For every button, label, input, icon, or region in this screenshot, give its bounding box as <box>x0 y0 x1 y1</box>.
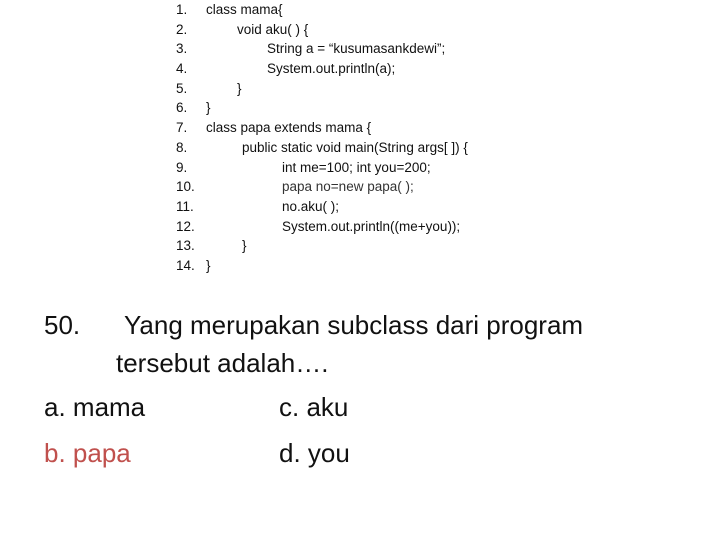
question-number: 50. <box>44 310 81 340</box>
line-number: 14. <box>176 257 195 273</box>
line-number: 13. <box>176 238 195 254</box>
code-text: System.out.println(a); <box>267 61 396 77</box>
option-a: a. mama <box>44 392 146 422</box>
option-d: d. you <box>279 438 350 468</box>
line-number: 6. <box>176 100 188 116</box>
question-text-line2: tersebut adalah…. <box>116 348 329 378</box>
line-number: 11. <box>176 198 194 214</box>
question-text-line1: Yang merupakan subclass dari program <box>124 310 584 340</box>
line-number: 5. <box>176 80 188 96</box>
line-number: 4. <box>176 61 188 77</box>
line-number: 12. <box>176 218 195 234</box>
line-number: 10. <box>176 179 195 195</box>
line-number: 9. <box>176 159 188 175</box>
code-text: papa no=new papa( ); <box>282 179 414 195</box>
code-text: } <box>242 238 247 254</box>
line-number: 3. <box>176 41 188 57</box>
line-number: 1. <box>176 2 188 17</box>
code-text: } <box>206 257 211 273</box>
code-text: String a = “kusumasankdewi”; <box>267 41 446 57</box>
code-text: no.aku( ); <box>282 198 340 214</box>
line-number: 2. <box>176 21 188 37</box>
code-text: System.out.println((me+you)); <box>282 218 461 234</box>
option-c: c. aku <box>279 392 349 422</box>
option-b: b. papa <box>44 438 131 468</box>
code-text: int me=100; int you=200; <box>282 159 431 175</box>
code-text: void aku( ) { <box>237 21 309 37</box>
code-text: } <box>206 100 211 116</box>
line-number: 7. <box>176 120 188 136</box>
code-text: class papa extends mama { <box>206 120 372 136</box>
code-text: public static void main(String args[ ]) { <box>242 139 468 155</box>
code-text: } <box>237 80 242 96</box>
line-number: 8. <box>176 139 188 155</box>
code-text: class mama{ <box>206 2 283 17</box>
